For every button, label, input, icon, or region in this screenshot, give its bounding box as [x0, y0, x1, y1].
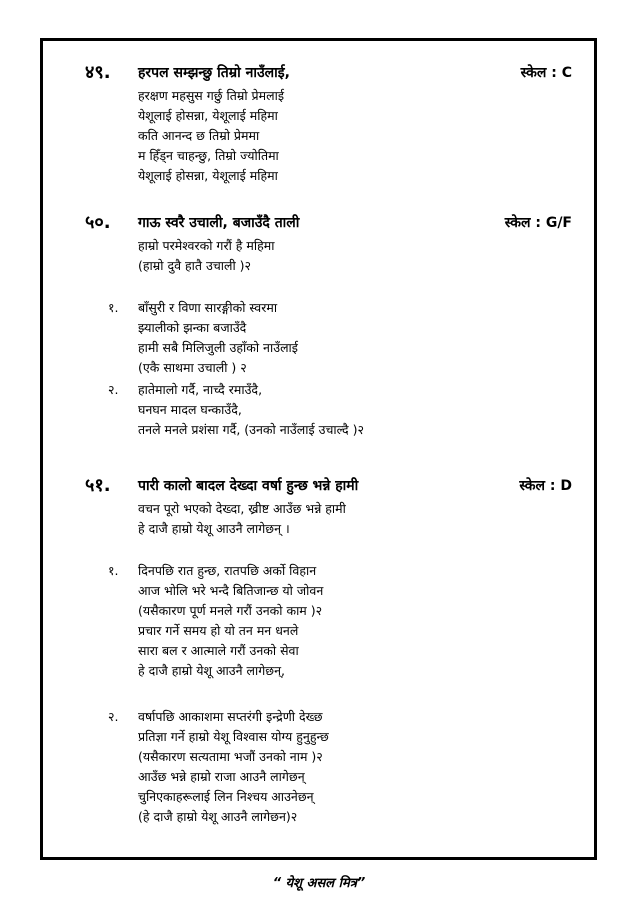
lyric-line: येशूलाई होसन्ना, येशूलाई महिमा [138, 168, 278, 183]
verse-number: २. [108, 382, 119, 397]
verse-lines [138, 298, 298, 378]
verse-lines [138, 561, 323, 681]
lyric-line: बाँसुरी र विणा सारङ्गीको स्वरमा [138, 300, 278, 315]
verse-lines [138, 380, 364, 440]
verse-number: १. [108, 300, 119, 315]
verse-number: २. [108, 709, 119, 724]
scale-label: स्केल : [519, 478, 556, 494]
scale-label: स्केल : [520, 65, 557, 81]
lyric-line: घनघन मादल घन्काउँदै, [138, 402, 242, 417]
lyric-line: हामी सबै मिलिजुली उहाँको नाउँलाई [138, 340, 298, 355]
scale-value: D [560, 478, 572, 494]
page-footer: “ येशू असल मित्र” [272, 876, 366, 891]
lyric-line: झ्यालीको झन्का बजाउँदै [138, 320, 247, 335]
lyric-line: (यसैकारण पूर्ण मनले गरौं उनको काम )२ [138, 603, 323, 618]
song-title: हरपल सम्झन्छु तिम्रो नाउँलाई, [138, 65, 290, 81]
song-scale [521, 61, 572, 85]
verse-number: १. [108, 563, 119, 578]
lyric-line: सारा बल र आत्माले गरौं उनको सेवा [138, 643, 299, 658]
lyric-line: चुनिएकाहरूलाई लिन निश्चय आउनेछन् [138, 789, 314, 804]
lyric-line: प्रतिज्ञा गर्ने हाम्रो येशू विश्वास योग्य हुनुहुन्छ [138, 729, 329, 744]
lyric-line: हरक्षण महसुस गर्छु तिम्रो प्रेमलाई [138, 88, 284, 103]
scale-value: G/F [545, 215, 572, 231]
lyric-line: म हिँड्न चाहन्छु, तिम्रो ज्योतिमा [138, 148, 279, 163]
lyric-line: दिनपछि रात हुन्छ, रातपछि अर्को विहान [138, 563, 317, 578]
song-number: ५१. [85, 475, 111, 496]
lyric-line: हे दाजै हाम्रो येशू आउनै लागेछन्, [138, 663, 285, 678]
verse-lines [138, 707, 329, 827]
lyric-line: प्रचार गर्ने समय हो यो तन मन धनले [138, 623, 299, 638]
song-scale [505, 211, 572, 235]
lyric-line: येशूलाई होसन्ना, येशूलाई महिमा [138, 108, 278, 123]
lyric-line: हे दाजै हाम्रो येशू आउनै लागेछन् । [138, 521, 290, 536]
lyric-line: आउँछ भन्ने हाम्रो राजा आउनै लागेछन् [138, 769, 305, 784]
song-lines [138, 236, 274, 276]
scale-value: C [561, 65, 572, 81]
lyric-line: (हे दाजै हाम्रो येशू आउनै लागेछन)२ [138, 809, 298, 824]
lyric-line: तनले मनले प्रशंसा गर्दै, (उनको नाउँलाई उचाल्दै )२ [138, 422, 364, 437]
song-title: पारी कालो बादल देख्दा वर्षा हुन्छ भन्ने हामी [138, 478, 359, 494]
lyric-line: वर्षापछि आकाशमा सप्तरंगी इन्द्रेणी देख्छ [138, 709, 323, 724]
lyric-line: हाम्रो परमेश्वरको गरौं है महिमा [138, 238, 275, 253]
lyric-line: (हाम्रो दुवै हातै उचाली )२ [138, 258, 252, 273]
scale-label: स्केल : [504, 215, 541, 231]
page-frame [40, 38, 597, 860]
lyric-line: आज भोलि भरे भन्दै बितिजान्छ यो जोवन [138, 583, 324, 598]
lyric-line: (एकै साथमा उचाली ) २ [138, 360, 247, 375]
lyric-line: वचन पूरो भएको देख्दा, ख्रीष्ट आउँछ भन्ने हामी [138, 501, 346, 516]
lyric-line: कति आनन्द छ तिम्रो प्रेममा [138, 128, 260, 143]
lyric-line: (यसैकारण सत्यतामा भजौं उनको नाम )२ [138, 749, 323, 764]
song-title: गाऊ स्वरै उचाली, बजाउँदै ताली [138, 215, 300, 231]
song-number: ४९. [85, 62, 111, 83]
lyric-line: हातेमालो गर्दै, नाच्दै रमाउँदै, [138, 382, 263, 397]
song-lines [138, 86, 284, 186]
song-scale [519, 474, 572, 498]
song-lines [138, 499, 346, 539]
song-number: ५०. [85, 212, 111, 233]
